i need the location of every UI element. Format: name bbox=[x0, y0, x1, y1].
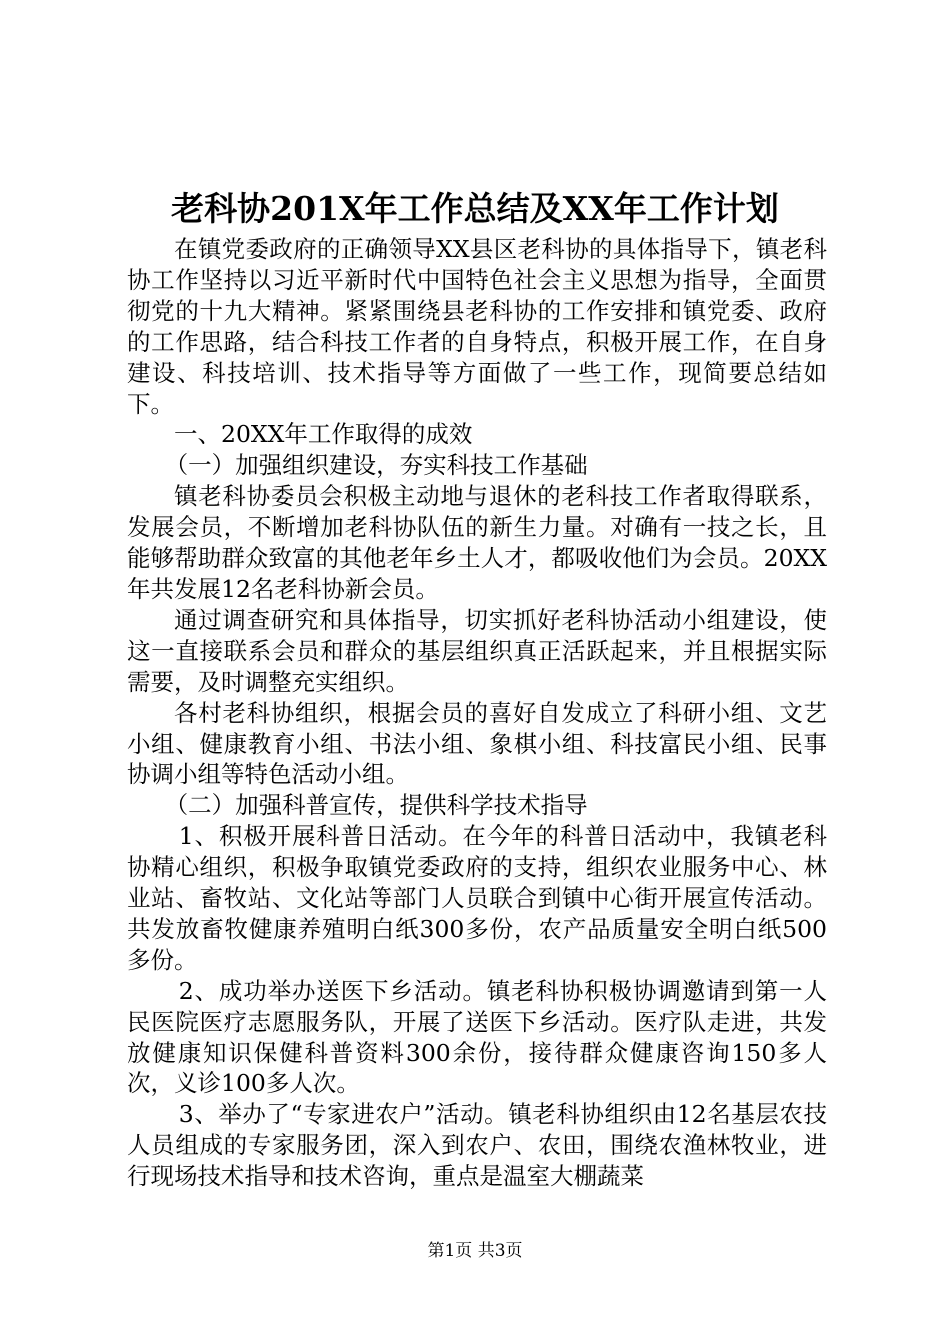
subsection-heading: （一）加强组织建设，夯实科技工作基础 bbox=[164, 451, 588, 480]
page-footer: 第1页 共3页 bbox=[427, 1241, 523, 1261]
body-paragraph: 镇老科协委员会积极主动地与退休的老科技工作者取得联系，发展会员，不断增加老科协队伍的新生力量。对确有一技之长，且能够帮助群众致富的其他老年乡土人才，都吸收他们为会员。20XX年共发展12名老科协新会员。 bbox=[127, 482, 827, 603]
body-paragraph: 各村老科协组织，根据会员的喜好自发成立了科研小组、文艺小组、健康教育小组、书法小组、象棋小组、科技富民小组、民事协调小组等特色活动小组。 bbox=[127, 698, 827, 789]
list-item-paragraph: 1、积极开展科普日活动。在今年的科普日活动中，我镇老科协精心组织，积极争取镇党委政府的支持，组织农业服务中心、林业站、畜牧站、文化站等部门人员联合到镇中心街开展宣传活动。共发放畜牧健康养殖明白纸300多份，农产品质量安全明白纸500多份。 bbox=[127, 822, 827, 974]
subsection-heading: （二）加强科普宣传，提供科学技术指导 bbox=[164, 791, 588, 820]
list-item-paragraph: 3、举办了“专家进农户”活动。镇老科协组织由12名基层农技人员组成的专家服务团，深入到农户、农田，围绕农渔林牧业，进行现场技术指导和技术咨询，重点是温室大棚蔬菜 bbox=[127, 1100, 827, 1191]
document-body bbox=[127, 234, 827, 1192]
intro-paragraph: 在镇党委政府的正确领导XX县区老科协的具体指导下，镇老科协工作坚持以习近平新时代中国特色社会主义思想为指导，全面贯彻党的十九大精神。紧紧围绕县老科协的工作安排和镇党委、政府的工作思路，结合科技工作者的自身特点，积极开展工作，在自身建设、科技培训、技术指导等方面做了一些工作，现简要总结如下。 bbox=[127, 235, 827, 418]
list-item-paragraph: 2、成功举办送医下乡活动。镇老科协积极协调邀请到第一人民医院医疗志愿服务队，开展了送医下乡活动。医疗队走进，共发放健康知识保健科普资料300余份，接待群众健康咨询150多人次，义诊100多人次。 bbox=[127, 976, 827, 1098]
body-paragraph: 通过调查研究和具体指导，切实抓好老科协活动小组建设，使这一直接联系会员和群众的基层组织真正活跃起来，并且根据实际需要，及时调整充实组织。 bbox=[127, 605, 827, 696]
section-heading: 一、20XX年工作取得的成效 bbox=[174, 420, 473, 449]
document-title: 老科协201X年工作总结及XX年工作计划 bbox=[171, 189, 779, 228]
